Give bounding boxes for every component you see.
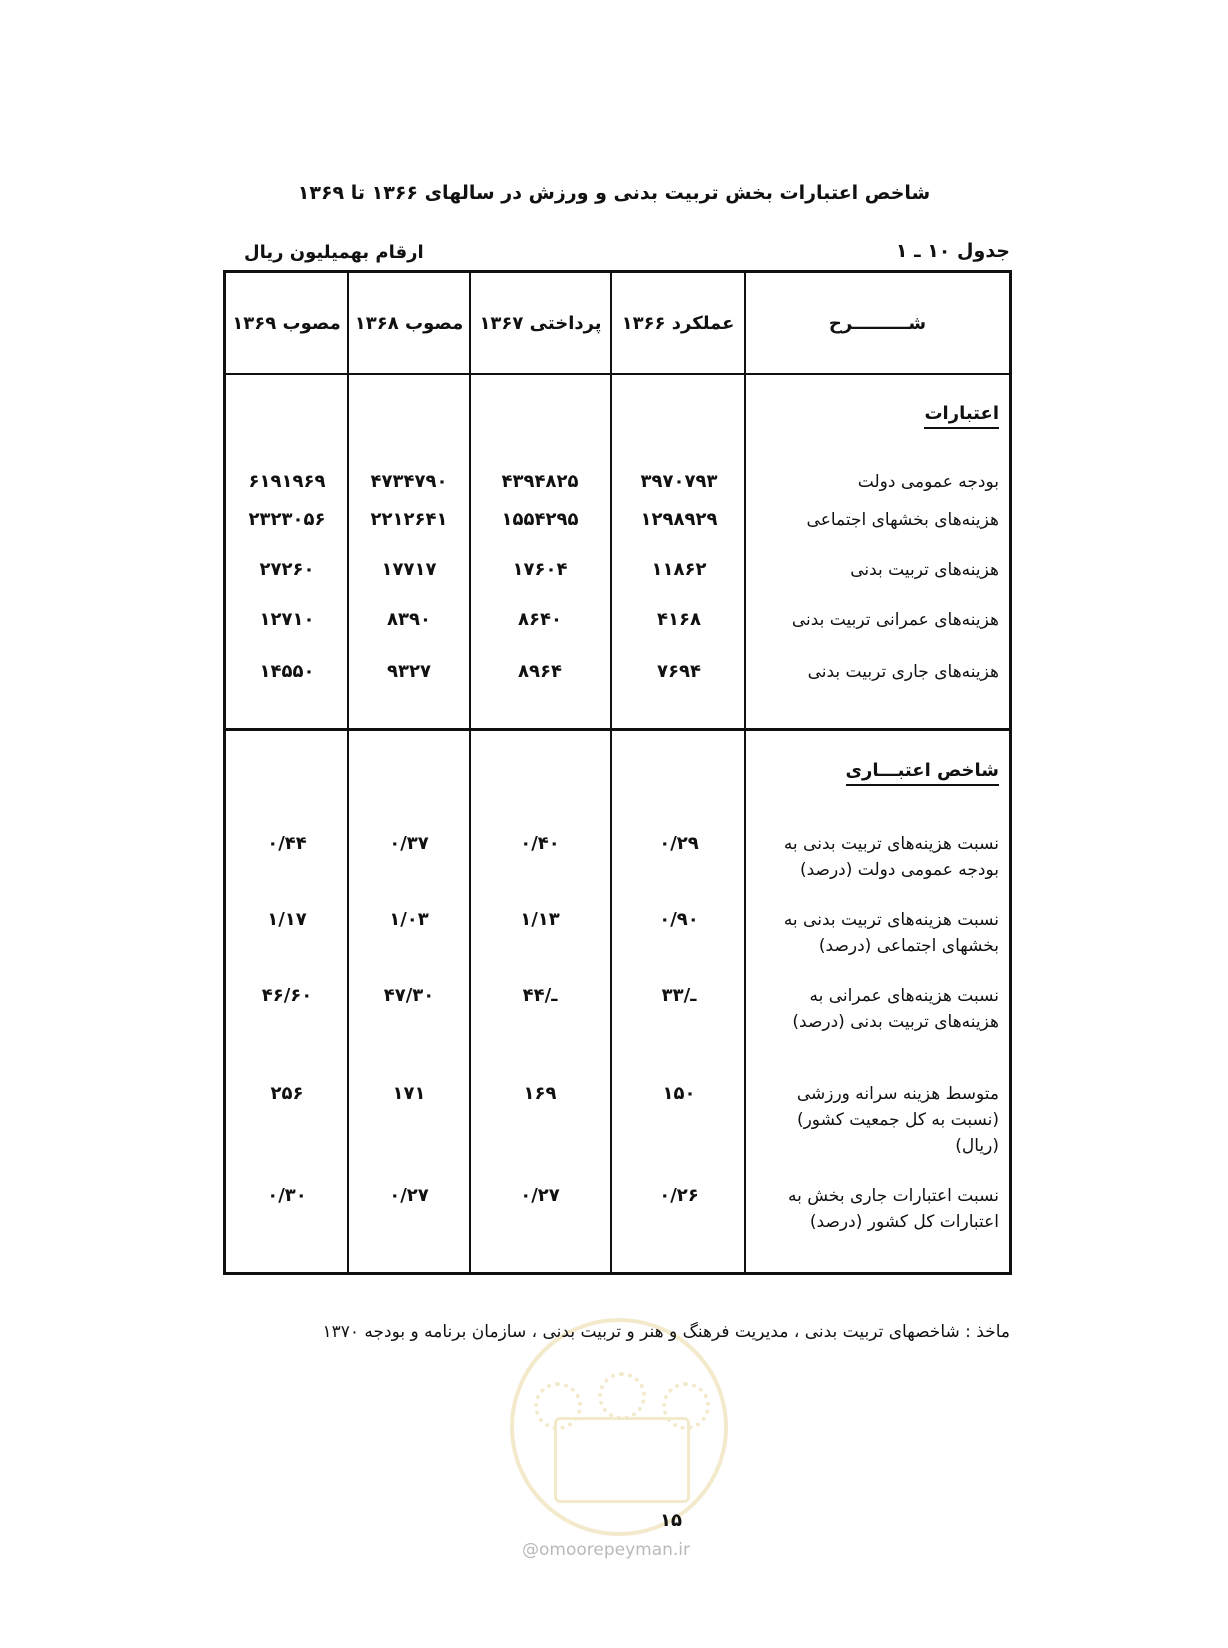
header-divider (226, 373, 1009, 375)
cell-1367: ۱۵۵۴۲۹۵ (501, 509, 579, 530)
section-index: شاخص اعتبـــاری (846, 760, 1000, 786)
units-note: ارقام بهمیلیون ریال (244, 242, 424, 263)
cell-1367: ۱۶۹ (523, 1083, 557, 1104)
cell-1366: ۰/۹۰ (659, 909, 699, 930)
cell-1367: ۸۶۴۰ (518, 609, 562, 630)
watermark-seal (510, 1318, 728, 1536)
gear-icon (598, 1372, 646, 1420)
gear-icon (534, 1382, 582, 1430)
column-divider (469, 273, 471, 1272)
cell-1369: ۱/۱۷ (267, 909, 307, 930)
header-1369: مصوب ۱۳۶۹ (232, 312, 341, 334)
cell-1366: ۰/۲۹ (659, 833, 699, 854)
row-label: هزینه‌های عمرانی تربیت بدنی (791, 610, 999, 630)
cell-1367: ـ/۴۴ (522, 985, 558, 1006)
cell-1369: ۱۲۷۱۰ (259, 609, 315, 630)
row-label: متوسط هزینه سرانه ورزشی (نسبت به کل جمعیت کشور) (ریال) (796, 1084, 999, 1156)
row-label: نسبت اعتبارات جاری بخش به اعتبارات کل کشور (درصد) (787, 1186, 999, 1232)
row-label: هزینه‌های تربیت بدنی (850, 560, 999, 580)
cell-1367: ۸۹۶۴ (518, 661, 562, 682)
cell-1369: ۴۶/۶۰ (261, 985, 313, 1006)
cell-1366: ۷۶۹۴ (657, 661, 701, 682)
cell-1369: ۰/۳۰ (267, 1185, 307, 1206)
cell-1368: ۴۷/۳۰ (383, 985, 435, 1006)
column-divider (744, 273, 746, 1272)
cell-1367: ۱۷۶۰۴ (512, 559, 568, 580)
page-number: ۱۵ (660, 1510, 682, 1531)
cell-1368: ۱۷۷۱۷ (381, 559, 437, 580)
row-label: نسبت هزینه‌های عمرانی به هزینه‌های تربیت بدنی (درصد) (792, 986, 999, 1032)
cell-1368: ۴۷۳۴۷۹۰ (370, 471, 448, 492)
cell-1368: ۰/۳۷ (389, 833, 429, 854)
cell-1366: ۱۱۸۶۲ (651, 559, 707, 580)
cell-1367: ۰/۴۰ (520, 833, 560, 854)
cell-1368: ۱/۰۳ (389, 909, 429, 930)
header-1367: پرداختی ۱۳۶۷ (479, 312, 602, 334)
section-divider (226, 728, 1009, 731)
cell-1367: ۰/۲۷ (520, 1185, 560, 1206)
budget-table (223, 270, 1012, 1275)
row-label: نسبت هزینه‌های تربیت بدنی به بودجه عمومی دولت (درصد) (783, 834, 999, 880)
section-credits: اعتبارات (924, 403, 999, 429)
row-label: نسبت هزینه‌های تربیت بدنی به بخشهای اجتماعی (درصد) (783, 910, 999, 956)
cell-1369: ۲۷۲۶۰ (259, 559, 315, 580)
header-1366: عملکرد ۱۳۶۶ (621, 312, 735, 334)
cell-1369: ۲۳۲۳۰۵۶ (248, 509, 326, 530)
header-description: شـــــــــرح (828, 312, 927, 334)
cell-1368: ۸۳۹۰ (387, 609, 431, 630)
cell-1368: ۰/۲۷ (389, 1185, 429, 1206)
cell-1366: ۳۹۷۰۷۹۳ (640, 471, 718, 492)
cell-1368: ۱۷۱ (392, 1083, 426, 1104)
column-divider (347, 273, 349, 1272)
cell-1367: ۱/۱۳ (520, 909, 560, 930)
cell-1368: ۹۳۲۷ (387, 661, 431, 682)
row-label: هزینه‌های جاری تربیت بدنی (807, 662, 999, 682)
cell-1366: ۳۳/ـ (661, 985, 697, 1006)
cell-1369: ۶۱۹۱۹۶۹ (248, 471, 326, 492)
cell-1366: ۱۵۰ (662, 1083, 696, 1104)
row-label: هزینه‌های بخشهای اجتماعی (806, 510, 999, 530)
watermark-text: @omoorepeyman.ir (522, 1540, 691, 1560)
cell-1366: ۴۱۶۸ (657, 609, 701, 630)
cell-1369: ۰/۴۴ (267, 833, 307, 854)
header-1368: مصوب ۱۳۶۸ (354, 312, 464, 334)
cell-1367: ۴۳۹۴۸۲۵ (501, 471, 579, 492)
cell-1368: ۲۲۱۲۶۴۱ (370, 509, 448, 530)
source-note: ماخذ : شاخصهای تربیت بدنی ، مدیریت فرهنگ و هنر و تربیت بدنی ، سازمان برنامه و بودجه ۱۳۷۰ (322, 1322, 1010, 1342)
seal-building-icon (554, 1417, 690, 1503)
cell-1369: ۱۴۵۵۰ (259, 661, 315, 682)
cell-1366: ۱۲۹۸۹۲۹ (640, 509, 718, 530)
page-title: شاخص اعتبارات بخش تربیت بدنی و ورزش در سالهای ۱۳۶۶ تا ۱۳۶۹ (297, 182, 931, 204)
gear-icon (662, 1382, 710, 1430)
cell-1369: ۲۵۶ (270, 1083, 304, 1104)
cell-1366: ۰/۲۶ (659, 1185, 699, 1206)
table-number: جدول ۱۰ ـ ۱ (895, 240, 1010, 262)
column-divider (610, 273, 612, 1272)
row-label: بودجه عمومی دولت (857, 472, 999, 492)
